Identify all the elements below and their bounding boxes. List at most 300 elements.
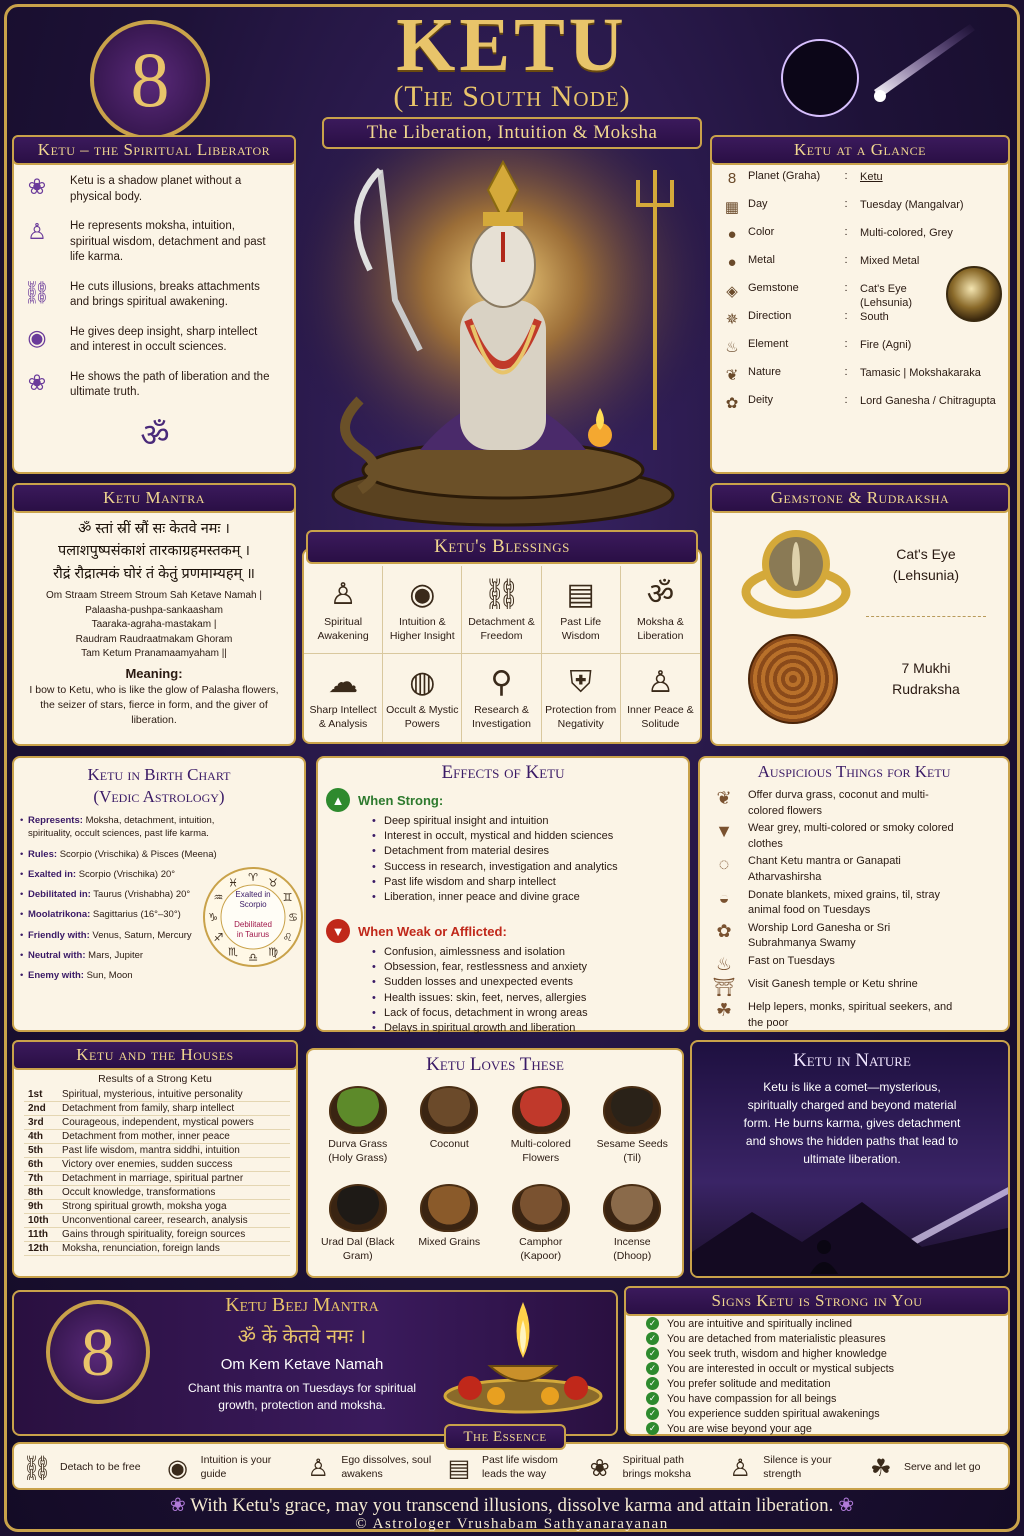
wheel-debilitated-label: Debilitated in Taurus: [234, 920, 272, 939]
blessing-item: [542, 566, 621, 654]
beej-title: Ketu Beej Mantra: [225, 1294, 379, 1316]
zodiac-sign: ♏: [228, 945, 238, 959]
zodiac-sign: ♒: [213, 891, 224, 904]
birth-chart-label: Exalted in:: [28, 868, 77, 880]
ketu-glyph: 8: [130, 36, 170, 123]
house-number: 2nd: [24, 1102, 58, 1116]
meditating-figure-icon: ♙: [329, 577, 357, 611]
house-result: Spiritual, mysterious, intuitive personality: [58, 1088, 290, 1102]
mantra-transliteration-line: Taaraka-agraha-mastakam |: [91, 619, 217, 631]
thumbs-down-icon: ▼: [326, 919, 350, 943]
liberator-title: Ketu – the Spiritual Liberator: [12, 135, 296, 165]
house-result: Detachment in marriage, spiritual partner: [58, 1172, 290, 1186]
glance-key: Deity: [748, 394, 774, 406]
om-symbol: ॐ: [140, 416, 170, 453]
beej-emblem: [46, 1300, 150, 1404]
glance-colon: :: [844, 198, 848, 210]
loves-title: Ketu Loves These: [426, 1054, 564, 1075]
glance-colon: :: [844, 282, 848, 294]
gem-divider: [866, 616, 986, 617]
auspicious-item: [708, 788, 1004, 819]
glance-colon: :: [844, 366, 848, 378]
house-result: Courageous, independent, mystical powers: [58, 1116, 290, 1130]
loves-label: Incense (Dhoop): [613, 1236, 652, 1262]
essence-text: Spiritual path brings moksha: [622, 1454, 691, 1480]
durva-grass-icon: [329, 1086, 387, 1134]
gemstone-title: Gemstone & Rudraksha: [710, 483, 1010, 513]
birth-chart-value: Moksha, detachment, intuition, spirituality, occult sciences, past life karma.: [28, 815, 215, 840]
mixed-grains-bowl-icon: [420, 1184, 478, 1232]
bullet: •: [20, 868, 24, 880]
check-icon: ✓: [646, 1362, 659, 1375]
birth-chart-value: Sagittarius (16°–30°): [92, 909, 181, 921]
blessing-label: Intuition & Higher Insight: [389, 616, 455, 642]
auspicious-item: [708, 854, 1004, 885]
zodiac-sign: ♋: [288, 911, 298, 924]
birth-chart-title: [12, 764, 306, 808]
bullet: •: [20, 815, 24, 826]
sign-text: You are intuitive and spiritually inclined: [667, 1317, 853, 1330]
zodiac-sign: ♍: [268, 945, 278, 959]
birth-chart-value: Sun, Moon: [86, 970, 133, 982]
effect-strong-item: • Liberation, inner peace and divine grace: [370, 890, 686, 905]
liberator-item: [22, 278, 288, 311]
glance-value: Tamasic | Mokshakaraka: [860, 367, 981, 379]
loves-item: [404, 1086, 496, 1180]
birth-chart-value: Taurus (Vrishabha) 20°: [93, 889, 191, 901]
house-result: Detachment from family, sharp intellect: [58, 1102, 290, 1116]
birth-chart-item: [20, 929, 220, 942]
temple-icon: ⛩: [712, 977, 736, 998]
auspicious-title: Auspicious Things for Ketu: [757, 762, 951, 781]
house-number: 6th: [24, 1158, 58, 1172]
diya-icon: ♨: [715, 954, 733, 975]
blessing-label: Sharp Intellect & Analysis: [309, 704, 377, 730]
eye-icon: ◉: [167, 1454, 189, 1482]
liberator-item-text: Ketu is a shadow planet without a physical body.: [70, 175, 242, 203]
house-number: 11th: [24, 1228, 58, 1242]
essence-item: [723, 1454, 861, 1483]
glance-key: Metal: [748, 254, 775, 266]
blessing-label: Occult & Mystic Powers: [386, 704, 459, 730]
birth-chart-title-line1: Ketu in Birth Chart: [87, 765, 231, 784]
blessing-item: [542, 654, 621, 742]
birth-chart-item: [20, 848, 220, 861]
essence-item: [301, 1454, 439, 1483]
loves-label: Durva Grass (Holy Grass): [328, 1138, 388, 1164]
auspicious-text: Donate blankets, mixed grains, til, stray animal food on Tuesdays: [748, 888, 940, 917]
birth-chart-label: Friendly with:: [28, 929, 90, 941]
birth-chart-item: [20, 868, 220, 881]
glance-row: [722, 338, 1000, 366]
loves-item: [495, 1184, 587, 1278]
zodiac-sign: ♉: [268, 876, 278, 890]
footer-credit: © Astrologer Vrushabam Sathyanarayanan: [355, 1516, 669, 1532]
beej-sanskrit: ॐ कें केतवे नमः ।: [237, 1326, 367, 1348]
camphor-bowl-icon: [512, 1184, 570, 1232]
compass-icon: ✵: [725, 311, 739, 328]
grain-bowl-icon: ◒: [718, 887, 730, 908]
house-result: Occult knowledge, transformations: [58, 1186, 290, 1200]
loves-label: Camphor (Kapoor): [519, 1236, 563, 1262]
loves-item: [587, 1184, 679, 1278]
glance-key: Direction: [748, 310, 792, 322]
mantra-sanskrit-line: ॐ स्तां स्रीं स्रौं सः केतवे नमः ।: [78, 521, 230, 537]
zodiac-sign: ♌: [282, 931, 293, 944]
liberator-item: [22, 323, 288, 356]
cats-eye-stone-image: [946, 266, 1002, 322]
meditating-figure-icon: ♙: [646, 665, 674, 699]
glance-value: South: [860, 311, 889, 323]
birth-chart-title-line2: (Vedic Astrology): [93, 787, 225, 807]
house-row: [24, 1186, 290, 1200]
bullet: •: [20, 909, 24, 921]
effect-weak-item: • Health issues: skin, feet, nerves, allergies: [370, 991, 686, 1006]
sign-item: [646, 1346, 1006, 1361]
house-number: 3rd: [24, 1116, 58, 1130]
blessing-label: Past Life Wisdom: [560, 616, 602, 642]
loves-item: [312, 1086, 404, 1180]
blessing-label: Moksha & Liberation: [637, 616, 684, 642]
birth-chart-item: [20, 908, 220, 921]
check-icon: ✓: [646, 1347, 659, 1360]
effect-weak-item: • Sudden losses and unexpected events: [370, 975, 686, 990]
beej-transliteration: Om Kem Ketave Namah: [220, 1356, 384, 1373]
house-row: [24, 1242, 290, 1256]
bullet: •: [20, 929, 24, 941]
birth-chart-item: [20, 888, 220, 901]
sign-text: You are wise beyond your age: [667, 1422, 812, 1435]
glance-colon: :: [844, 394, 848, 406]
shirt-icon: ▼: [715, 821, 733, 842]
house-row: [24, 1130, 290, 1144]
blessing-item: [383, 654, 462, 742]
beej-note: Chant this mantra on Tuesdays for spiritual growth, protection and moksha.: [187, 1381, 417, 1413]
broken-chain-icon: ⛓: [482, 577, 521, 611]
lotus-icon: ❀: [833, 1495, 855, 1516]
page-subtitle: (The South Node): [393, 80, 631, 113]
essence-item: [161, 1454, 299, 1483]
birth-chart-label: Represents:: [28, 815, 83, 826]
birth-chart-value: Scorpio (Vrischika) & Pisces (Meena): [59, 848, 217, 860]
auspicious-item: [708, 921, 1004, 952]
liberator-item-text: He cuts illusions, breaks attachments and brings spiritual awakening.: [70, 280, 260, 309]
house-row: [24, 1200, 290, 1214]
lotus-icon: ❀: [27, 174, 47, 199]
loves-item: [587, 1086, 679, 1180]
mantra-transliteration-line: Om Straam Streem Stroum Sah Ketave Namah |: [45, 590, 262, 602]
glance-value: Mixed Metal: [860, 255, 920, 267]
mantra-transliteration-line: Raudram Raudraatmakam Ghoram: [75, 633, 233, 645]
house-row: [24, 1144, 290, 1158]
liberator-item-text: He represents moksha, intuition, spiritual wisdom, detachment and past life karma.: [70, 220, 266, 264]
liberator-list: [22, 172, 288, 456]
mantra-body: [20, 518, 288, 729]
blessing-label: Research & Investigation: [472, 704, 531, 730]
house-row: [24, 1116, 290, 1130]
essence-text: Ego dissolves, soul awakens: [341, 1454, 432, 1480]
essence-text: Silence is your strength: [763, 1454, 832, 1480]
zodiac-sign: ♎: [248, 951, 258, 964]
blessing-item: [304, 566, 383, 654]
auspicious-item: [708, 977, 1004, 998]
sign-text: You have compassion for all beings: [667, 1392, 837, 1405]
metal-sphere-icon: ●: [727, 254, 737, 271]
comet-illustration: [770, 20, 980, 130]
house-result: Unconventional career, research, analysis: [58, 1214, 290, 1228]
sign-item: [646, 1406, 1006, 1421]
effect-strong-item: • Success in research, investigation and analytics: [370, 860, 686, 875]
signs-title: Signs Ketu is Strong in You: [624, 1286, 1010, 1316]
bullet: •: [20, 889, 24, 901]
brain-icon: ☁: [328, 665, 359, 699]
sign-item: [646, 1331, 1006, 1346]
meditating-figure-icon: ♙: [307, 1454, 330, 1482]
glance-row: [722, 198, 1000, 226]
mala-beads-icon: ◌: [718, 854, 730, 875]
bullet: •: [20, 848, 24, 860]
broken-chain-icon: ⛓: [21, 1454, 53, 1482]
zodiac-sign: ♊: [282, 891, 293, 904]
house-number: 1st: [24, 1088, 58, 1102]
house-number: 9th: [24, 1200, 58, 1214]
effects-weak-label: When Weak or Afflicted:: [358, 923, 507, 939]
birth-chart-value: Scorpio (Vrischika) 20°: [78, 868, 176, 880]
check-icon: ✓: [646, 1407, 659, 1420]
glance-key: Color: [748, 226, 775, 238]
nature-panel: [690, 1040, 1010, 1278]
house-number: 8th: [24, 1186, 58, 1200]
footer-blessing-text: With Ketu's grace, may you transcend illusions, dissolve karma and attain liberation.: [190, 1495, 834, 1516]
urad-dal-bowl-icon: [329, 1184, 387, 1232]
effect-strong-item: • Past life wisdom and sharp intellect: [370, 875, 686, 890]
sign-item: [646, 1316, 1006, 1331]
shield-icon: ⛨: [569, 665, 592, 699]
house-result: Detachment from mother, inner peace: [58, 1130, 290, 1144]
blessing-label: Protection from Negativity: [545, 704, 617, 730]
auspicious-text: Offer durva grass, coconut and multi-colored flowers: [748, 789, 929, 817]
birth-chart-value: Venus, Saturn, Mercury: [92, 929, 192, 941]
loves-item: [312, 1184, 404, 1278]
crystal-ball-icon: ◍: [409, 665, 436, 699]
birth-chart-label: Neutral with:: [28, 950, 86, 962]
sign-item: [646, 1376, 1006, 1391]
glance-colon: :: [844, 226, 848, 238]
glance-row: [722, 170, 1000, 198]
birth-chart-label: Debilitated in:: [28, 889, 91, 901]
effect-weak-item: • Obsession, fear, restlessness and anxiety: [370, 960, 686, 975]
glance-key: Planet (Graha): [748, 170, 821, 182]
rudraksha-label: 7 Mukhi Rudraksha: [892, 660, 960, 697]
eye-icon: ◉: [409, 577, 436, 611]
auspicious-item: [708, 888, 1004, 919]
bullet: •: [20, 950, 24, 962]
mantra-transliteration-line: Tam Ketum Pranamaamyaham ||: [81, 648, 227, 660]
loves-label: Sesame Seeds (Til): [596, 1138, 668, 1164]
birth-chart-label: Enemy with:: [28, 970, 84, 982]
bullet: •: [20, 970, 24, 982]
sign-text: You are interested in occult or mystical subjects: [667, 1362, 895, 1375]
effects-body: [326, 788, 686, 1036]
house-row: [24, 1228, 290, 1242]
essence-item: [864, 1454, 1002, 1483]
loves-item: [495, 1086, 587, 1180]
glance-value: Ketu: [860, 171, 883, 183]
essence-text: Detach to be free: [60, 1461, 141, 1474]
blessing-item: [621, 654, 700, 742]
auspicious-list: [708, 788, 1004, 1033]
loves-label: Mixed Grains: [418, 1236, 481, 1248]
glance-value: Multi-colored, Grey: [860, 227, 953, 239]
loves-item: [404, 1184, 496, 1278]
open-hands-icon: ☘: [870, 1454, 892, 1482]
birth-chart-label: Rules:: [28, 848, 58, 860]
mantra-sanskrit-line: पलाशपुष्पसंकाशं तारकाग्रहमस्तकम् ।: [57, 543, 251, 560]
blessing-item: [462, 654, 541, 742]
essence-row: [20, 1448, 1002, 1488]
sign-text: You are detached from materialistic pleasures: [667, 1332, 886, 1345]
thumbs-up-icon: ▲: [326, 788, 350, 812]
effects-strong-label: When Strong:: [358, 792, 444, 808]
glance-title: Ketu at a Glance: [710, 135, 1010, 165]
mantra-title: Ketu Mantra: [12, 483, 296, 513]
auspicious-item: [708, 954, 1004, 975]
glance-key: Nature: [748, 366, 782, 378]
essence-item: [442, 1454, 580, 1483]
lotus-icon: ❀: [589, 1454, 610, 1482]
glance-row: [722, 226, 1000, 254]
house-row: [24, 1172, 290, 1186]
loves-label: Multi-colored Flowers: [510, 1138, 571, 1164]
fire-icon: ♨: [725, 339, 739, 356]
house-result: Gains through spirituality, foreign sources: [58, 1228, 290, 1242]
grass-icon: ❦: [716, 788, 732, 808]
glance-value: Tuesday (Mangalvar): [860, 199, 964, 211]
glance-row: [722, 394, 1000, 422]
auspicious-text: Fast on Tuesdays: [748, 955, 835, 968]
birth-chart-item: [20, 969, 220, 982]
loves-label: Urad Dal (Black Gram): [320, 1236, 395, 1262]
blessing-label: Spiritual Awakening: [317, 616, 369, 642]
beej-glyph: 8: [81, 1314, 115, 1390]
magnifier-icon: ⚲: [490, 665, 513, 699]
leaf-icon: ❦: [725, 367, 739, 384]
sign-text: You experience sudden spiritual awakenings: [667, 1407, 880, 1420]
effects-title: Effects of Ketu: [441, 762, 565, 783]
signs-list: [646, 1316, 1006, 1436]
house-number: 7th: [24, 1172, 58, 1186]
meditating-figure-icon: ♙: [729, 1454, 752, 1482]
blessing-item: [383, 566, 462, 654]
lotus-icon: ❀: [169, 1495, 191, 1516]
mantra-meaning-label: Meaning:: [125, 665, 183, 681]
eye-icon: ◉: [27, 324, 47, 350]
blessing-item: [621, 566, 700, 654]
ganesha-icon: ✿: [716, 920, 732, 941]
sign-item: [646, 1361, 1006, 1376]
house-number: 4th: [24, 1130, 58, 1144]
blessings-title: Ketu's Blessings: [306, 530, 698, 564]
rudraksha-image: [748, 634, 838, 724]
house-result: Moksha, renunciation, foreign lands: [58, 1242, 290, 1256]
blessings-grid: [304, 566, 700, 742]
sign-item: [646, 1421, 1006, 1436]
calendar-icon: ▦: [724, 199, 740, 216]
footer-blessing: [12, 1494, 1012, 1517]
liberator-item: [22, 368, 288, 401]
birth-chart-item: [20, 814, 240, 841]
essence-title: The Essence: [444, 1424, 566, 1450]
nature-text: Ketu is like a comet—mysterious, spiritually charged and beyond material form. He burns karma, gives detachment and shows the hidden paths that lead to ultimate liberation.: [743, 1080, 961, 1166]
sign-text: You prefer solitude and meditation: [667, 1377, 831, 1390]
glance-row: [722, 366, 1000, 394]
page-title: KETU: [396, 3, 628, 87]
scroll-icon: ▤: [566, 577, 595, 611]
check-icon: ✓: [646, 1422, 659, 1435]
meditating-figure-icon: ♙: [27, 219, 47, 245]
ketu-deity-illustration: [300, 150, 706, 530]
zodiac-wheel: [202, 866, 304, 968]
birth-chart-value: Mars, Jupiter: [88, 950, 144, 962]
gem-label: Cat's Eye (Lehsunia): [892, 546, 960, 583]
blessing-label: Detachment & Freedom: [468, 616, 535, 642]
ketu-symbol-icon: 8: [727, 170, 737, 187]
mantra-transliteration-line: Palaasha-pushpa-sankaasham: [85, 604, 223, 616]
effect-strong-item: • Interest in occult, mystical and hidden sciences: [370, 829, 686, 844]
auspicious-item: [708, 821, 1004, 852]
effect-strong-item: • Detachment from material desires: [370, 844, 686, 859]
coconut-icon: [420, 1086, 478, 1134]
liberator-item-text: He gives deep insight, sharp intellect and interest in occult sciences.: [70, 325, 258, 354]
header-banner: The Liberation, Intuition & Moksha: [322, 117, 702, 149]
gemstone-icon: ◈: [726, 283, 738, 300]
effect-weak-item: • Delays in spiritual growth and liberation: [370, 1021, 686, 1036]
check-icon: ✓: [646, 1332, 659, 1345]
zodiac-sign: ♐: [213, 931, 224, 944]
liberator-item: [22, 172, 288, 205]
house-number: 5th: [24, 1144, 58, 1158]
houses-subtitle: Results of a Strong Ketu: [98, 1073, 212, 1085]
house-result: Victory over enemies, sudden success: [58, 1158, 290, 1172]
blessing-item: [462, 566, 541, 654]
sesame-bowl-icon: [603, 1086, 661, 1134]
glance-value: Cat's Eye (Lehsunia): [860, 283, 912, 310]
nature-title: Ketu in Nature: [793, 1050, 911, 1071]
auspicious-text: Visit Ganesh temple or Ketu shrine: [748, 978, 918, 991]
house-result: Past life wisdom, mantra siddhi, intuition: [58, 1144, 290, 1158]
house-number: 12th: [24, 1242, 58, 1256]
glance-key: Element: [748, 338, 789, 350]
auspicious-item: [708, 1000, 1004, 1031]
check-icon: ✓: [646, 1317, 659, 1330]
auspicious-text: Help lepers, monks, spiritual seekers, and the poor: [748, 1001, 953, 1029]
effect-strong-item: • Deep spiritual insight and intuition: [370, 814, 686, 829]
sign-text: You seek truth, wisdom and higher knowledge: [667, 1347, 887, 1360]
diya-lamp-illustration: [440, 1296, 606, 1416]
om-icon: ॐ: [646, 577, 675, 611]
essence-text: Past life wisdom leads the way: [481, 1454, 558, 1480]
glance-key: Gemstone: [748, 282, 799, 294]
liberator-item: [22, 217, 288, 266]
glance-colon: :: [844, 254, 848, 266]
birth-chart-label: Moolatrikona:: [28, 909, 91, 921]
house-row: [24, 1214, 290, 1228]
essence-item: [583, 1454, 721, 1483]
glance-value: Fire (Agni): [860, 339, 912, 351]
ketu-symbol-emblem: [90, 20, 210, 140]
liberator-item-text: He shows the path of liberation and the ultimate truth.: [70, 370, 270, 399]
effect-weak-item: • Confusion, aimlessness and isolation: [370, 945, 686, 960]
